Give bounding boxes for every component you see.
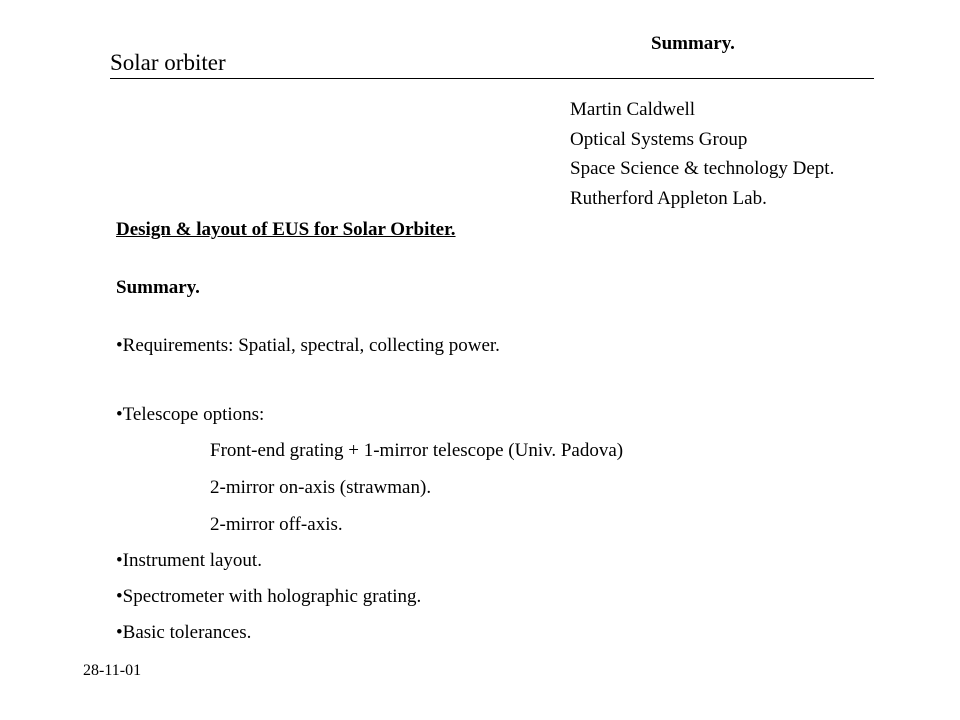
bullet-spectrometer: •Spectrometer with holographic grating. (116, 586, 422, 607)
author-lab: Rutherford Appleton Lab. (570, 187, 767, 209)
header-summary-label: Summary. (651, 33, 735, 54)
bullet-instrument-layout: •Instrument layout. (116, 550, 262, 571)
footer-date: 28-11-01 (83, 662, 142, 679)
bullet-basic-tolerances: •Basic tolerances. (116, 622, 252, 643)
telescope-option-front-end-grating: Front-end grating + 1-mirror telescope (Univ. Padova) (210, 440, 624, 461)
slide-title: Solar orbiter (110, 50, 226, 75)
bullet-requirements: •Requirements: Spatial, spectral, collecting power. (116, 335, 500, 356)
author-block (570, 95, 834, 213)
summary-heading: Summary. (116, 277, 200, 298)
telescope-option-off-axis: 2-mirror off-axis. (210, 514, 343, 535)
author-group: Optical Systems Group (570, 128, 748, 150)
author-dept: Space Science & technology Dept. (570, 158, 835, 179)
bullet-telescope-options: •Telescope options: (116, 404, 265, 425)
slide-title-row (110, 48, 874, 79)
document-title: Design & layout of EUS for Solar Orbiter. (116, 219, 456, 240)
author-name: Martin Caldwell (570, 99, 696, 120)
telescope-option-on-axis: 2-mirror on-axis (strawman). (210, 477, 432, 498)
